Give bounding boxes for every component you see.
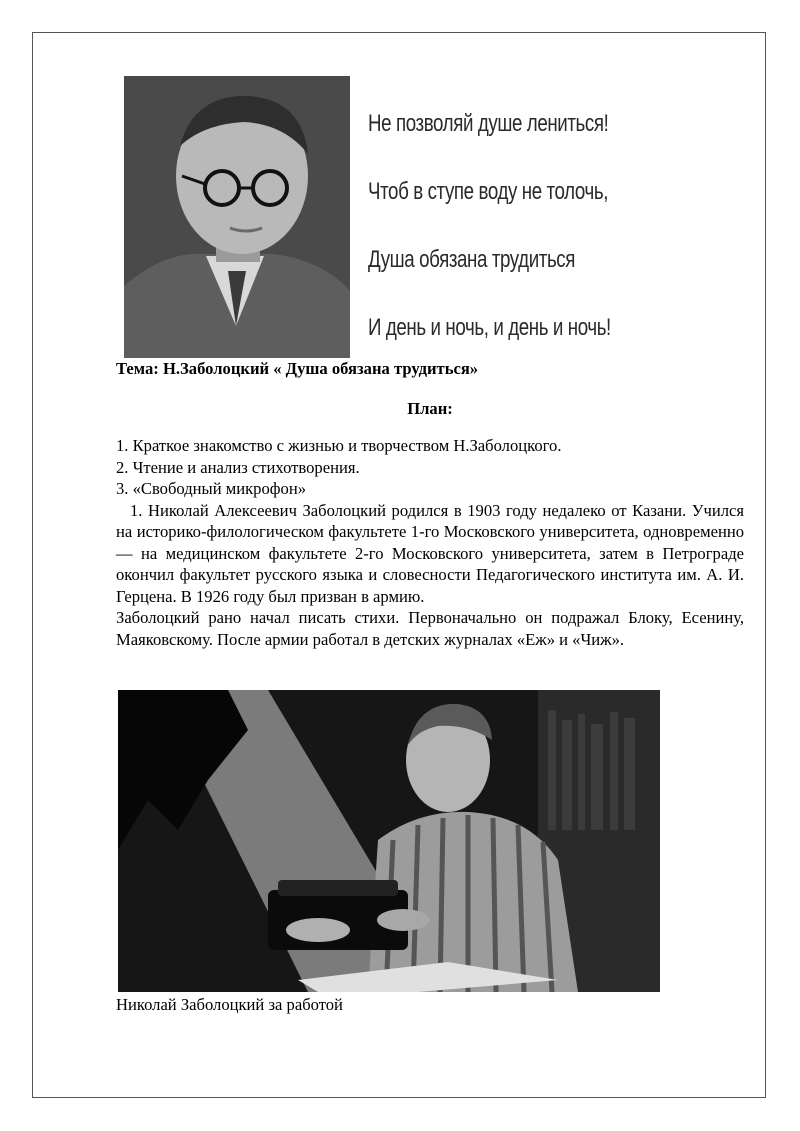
topic-heading: Тема: Н.Заболоцкий « Душа обязана трудиться» xyxy=(116,359,479,378)
text-area xyxy=(116,358,744,650)
plan-item: 2. Чтение и анализ стихотворения. xyxy=(116,457,360,477)
plan-item: 3. «Свободный микрофон» xyxy=(116,479,307,498)
hero-block xyxy=(124,76,670,358)
portrait-photo xyxy=(124,76,350,358)
quote-line-4: И день и ночь, и день и ночь! xyxy=(368,314,611,341)
biography-paragraph: 1. Николай Алексеевич Заболоцкий родился в 1903 году недалеко от Казани. Учился на историко-филологическом факультете 1-го Московского университета, одновременно — на медицинском факультете 2-го Московского университета, затем в Петрограде окончил факультет русского языка и словесности Педагогического института им. А. И. Герцена. В 1926 году был призван в армию. xyxy=(116,500,744,606)
plan-title: План: xyxy=(407,398,453,418)
plan-list xyxy=(116,435,744,500)
poetry-paragraph: Заболоцкий рано начал писать стихи. Первоначально он подражал Блоку, Есенину, Маяковскому. После армии работал в детских журналах «Еж» и «Чиж». xyxy=(116,608,744,649)
working-photo xyxy=(118,690,660,992)
quote-line-2: Чтоб в ступе воду не толочь, xyxy=(368,178,609,205)
photo-caption: Николай Заболоцкий за работой xyxy=(116,995,343,1014)
quote-block xyxy=(368,90,668,362)
plan-item: 1. Краткое знакомство с жизнью и творчеством Н.Заболоцкого. xyxy=(116,436,562,455)
quote-line-1: Не позволяй душе лениться! xyxy=(368,110,609,137)
quote-line-3: Душа обязана трудиться xyxy=(368,246,576,273)
